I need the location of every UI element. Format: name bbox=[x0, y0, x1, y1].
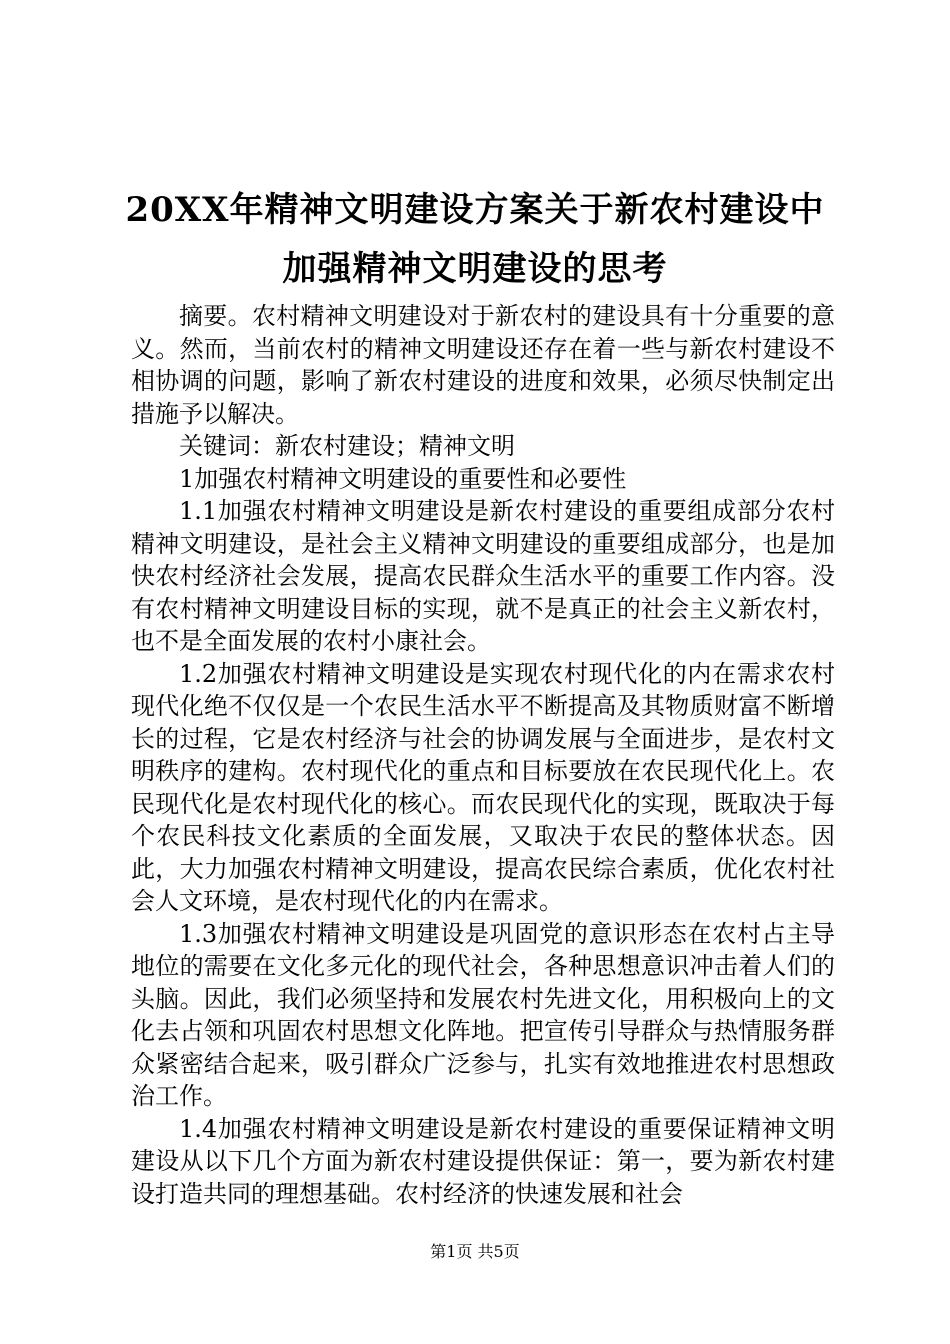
section-1-2-paragraph: 1.2加强农村精神文明建设是实现农村现代化的内在需求农村现代化绝不仅仅是一个农民生活水平不断提高及其物质财富不断增长的过程，它是农村经济与社会的协调发展与全面进步，是农村文明秩序的建构。农村现代化的重点和目标要放在农民现代化上。农民现代化是农村现代化的核心。而农民现代化的实现，既取决于每个农民科技文化素质的全面发展，又取决于农民的整体状态。因此，大力加强农村精神文明建设，提高农民综合素质，优化农村社会人文环境，是农村现代化的内在需求。 bbox=[131, 659, 835, 915]
document-body bbox=[131, 300, 835, 1210]
abstract-paragraph: 摘要。农村精神文明建设对于新农村的建设具有十分重要的意义。然而，当前农村的精神文明建设还存在着一些与新农村建设不相协调的问题，影响了新农村建设的进度和效果，必须尽快制定出措施予以解决。 bbox=[131, 302, 835, 428]
section-heading-1: 1加强农村精神文明建设的重要性和必要性 bbox=[179, 464, 627, 493]
document-title-line-2: 加强精神文明建设的思考 bbox=[282, 249, 668, 289]
section-1-4-paragraph: 1.4加强农村精神文明建设是新农村建设的重要保证精神文明建设从以下几个方面为新农村建设提供保证：第一，要为新农村建设打造共同的理想基础。农村经济的快速发展和社会 bbox=[131, 1114, 835, 1208]
keywords-paragraph: 关键词：新农村建设；精神文明 bbox=[179, 432, 515, 460]
section-1-1-paragraph: 1.1加强农村精神文明建设是新农村建设的重要组成部分农村精神文明建设，是社会主义精神文明建设的重要组成部分，也是加快农村经济社会发展，提高农民群众生活水平的重要工作内容。没有农村精神文明建设目标的实现，就不是真正的社会主义新农村，也不是全面发展的农村小康社会。 bbox=[131, 497, 835, 655]
page-footer: 第1页 共5页 bbox=[430, 1242, 520, 1261]
section-1-3-paragraph: 1.3加强农村精神文明建设是巩固党的意识形态在农村占主导地位的需要在文化多元化的现代社会，各种思想意识冲击着人们的头脑。因此，我们必须坚持和发展农村先进文化，用积极向上的文化去占领和巩固农村思想文化阵地。把宣传引导群众与热情服务群众紧密结合起来，吸引群众广泛参与，扎实有效地推进农村思想政治工作。 bbox=[131, 919, 835, 1110]
document-title-line-1: 20XX年精神文明建设方案关于新农村建设中 bbox=[125, 190, 825, 230]
